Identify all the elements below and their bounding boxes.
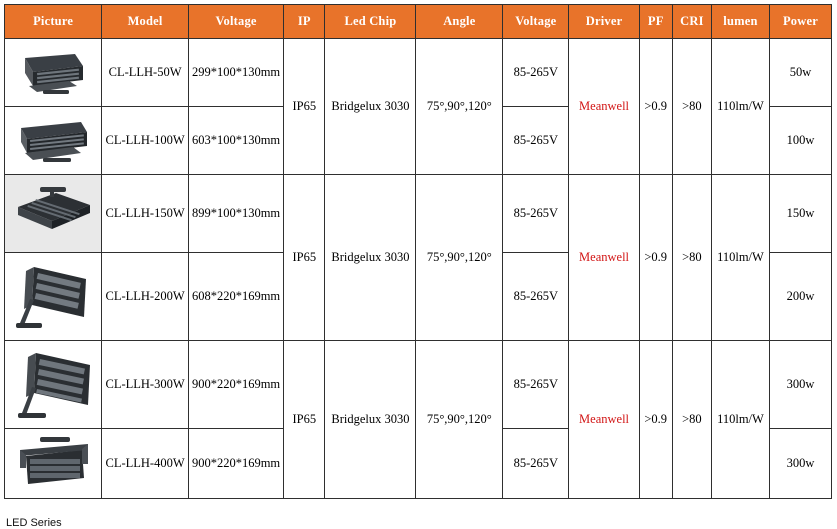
cell-ip: IP65 (284, 39, 325, 175)
cell-pf: >0.9 (639, 341, 672, 499)
cell-lumen: 110lm/W (712, 175, 770, 341)
cell-voltage-range: 85-265V (503, 341, 569, 429)
cell-led-chip: Bridgelux 3030 (325, 175, 416, 341)
cell-model: CL-LLH-200W (102, 253, 189, 341)
cell-model: CL-LLH-400W (102, 429, 189, 499)
cell-angle: 75°,90°,120° (416, 39, 503, 175)
product-image-cell (5, 253, 102, 341)
floodlight-300w-image (5, 341, 101, 428)
floodlight-100w-image (5, 107, 101, 174)
cell-voltage-range: 85-265V (503, 39, 569, 107)
cell-model: CL-LLH-150W (102, 175, 189, 253)
floodlight-50w-image (5, 39, 101, 106)
cell-dimensions: 900*220*169mm (189, 429, 284, 499)
product-image-cell (5, 175, 102, 253)
cell-voltage-range: 85-265V (503, 253, 569, 341)
cell-pf: >0.9 (639, 39, 672, 175)
header-power: Power (769, 5, 831, 39)
cell-ip: IP65 (284, 175, 325, 341)
header-voltage2: Voltage (503, 5, 569, 39)
cell-driver: Meanwell (569, 175, 639, 341)
cell-ip: IP65 (284, 341, 325, 499)
cell-driver: Meanwell (569, 39, 639, 175)
cell-cri: >80 (672, 39, 711, 175)
cell-model: CL-LLH-100W (102, 107, 189, 175)
table-header-row (5, 5, 832, 39)
table-row (5, 39, 832, 107)
cell-power: 50w (769, 39, 831, 107)
floodlight-400w-image (5, 429, 101, 498)
header-driver: Driver (569, 5, 639, 39)
cell-dimensions: 900*220*169mm (189, 341, 284, 429)
header-voltage: Voltage (189, 5, 284, 39)
header-pf: PF (639, 5, 672, 39)
cell-pf: >0.9 (639, 175, 672, 341)
header-model: Model (102, 5, 189, 39)
cell-lumen: 110lm/W (712, 341, 770, 499)
spec-sheet (0, 4, 837, 529)
header-cri: CRI (672, 5, 711, 39)
product-image-cell (5, 39, 102, 107)
header-ip: IP (284, 5, 325, 39)
floodlight-150w-image (5, 175, 101, 252)
cell-power: 300w (769, 429, 831, 499)
cell-model: CL-LLH-50W (102, 39, 189, 107)
table-row (5, 341, 832, 429)
cell-led-chip: Bridgelux 3030 (325, 341, 416, 499)
cell-led-chip: Bridgelux 3030 (325, 39, 416, 175)
cell-dimensions: 299*100*130mm (189, 39, 284, 107)
cell-power: 150w (769, 175, 831, 253)
cell-lumen: 110lm/W (712, 39, 770, 175)
cell-cri: >80 (672, 341, 711, 499)
cell-dimensions: 899*100*130mm (189, 175, 284, 253)
cell-angle: 75°,90°,120° (416, 175, 503, 341)
cell-dimensions: 603*100*130mm (189, 107, 284, 175)
cell-dimensions: 608*220*169mm (189, 253, 284, 341)
cell-model: CL-LLH-300W (102, 341, 189, 429)
product-image-cell (5, 429, 102, 499)
footnote-text: LED Series (6, 517, 62, 529)
cell-driver: Meanwell (569, 341, 639, 499)
cell-angle: 75°,90°,120° (416, 341, 503, 499)
cell-voltage-range: 85-265V (503, 107, 569, 175)
product-specification-table (4, 4, 832, 499)
cell-voltage-range: 85-265V (503, 175, 569, 253)
cell-power: 100w (769, 107, 831, 175)
cell-power: 200w (769, 253, 831, 341)
header-picture: Picture (5, 5, 102, 39)
header-lumen: lumen (712, 5, 770, 39)
product-image-cell (5, 341, 102, 429)
cell-cri: >80 (672, 175, 711, 341)
floodlight-200w-image (5, 253, 101, 340)
header-led-chip: Led Chip (325, 5, 416, 39)
header-angle: Angle (416, 5, 503, 39)
cell-voltage-range: 85-265V (503, 429, 569, 499)
table-row (5, 175, 832, 253)
cell-power: 300w (769, 341, 831, 429)
product-image-cell (5, 107, 102, 175)
